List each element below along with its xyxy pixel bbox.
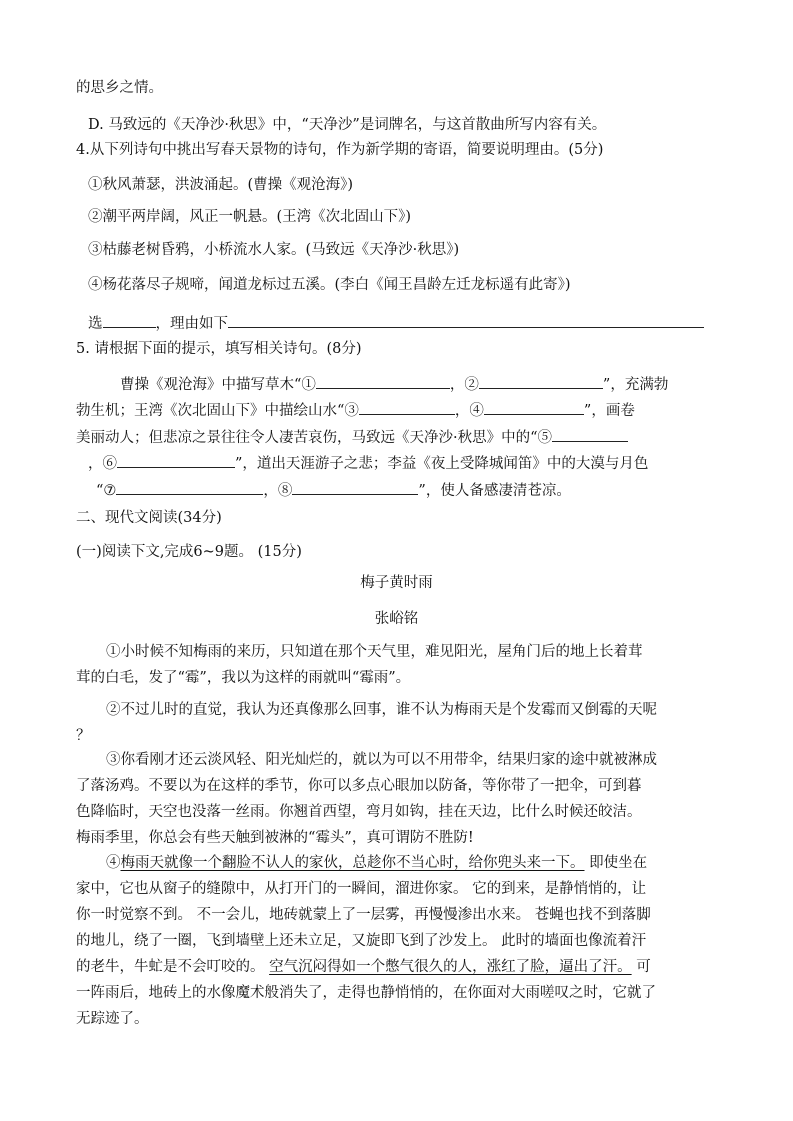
paragraph-1-line-2: 茸的白毛，发了“霉”，我以为这样的雨就叫“霉雨”。 [76,670,411,686]
q5-prompt: 5. 请根据下面的提示，填写相关诗句。(8分) [76,341,362,357]
fill-blank-1[interactable] [316,374,450,389]
q5-line-2 [76,400,635,421]
q4-item-1: ①秋风萧瑟，洪波涌起。(曹操《观沧海》) [88,177,354,193]
paragraph-text: 的老牛，牛虻是不会叮咬的。 [76,959,270,975]
paragraph-3-line-2: 了落汤鸡。不要以为在这样的季节，你可以多点心眼加以防备，等你带了一把伞，可到暮 [76,778,642,794]
q4-prompt: 4.从下列诗句中挑出写春天景物的诗句，作为新学期的寄语，简要说明理由。(5分) [76,142,604,158]
q3-line-a: 的思乡之情。 [76,80,163,96]
q4-select-blank[interactable] [103,313,156,328]
q5-text: 美丽动人；但悲凉之景往往令人凄苦哀伤，马致远《天净沙·秋思》中的“⑤ [76,430,553,446]
paragraph-2-line-2: ？ [76,728,91,744]
underlined-sentence-1: 梅雨天就像一个翻脸不认人的家伙，总趁你不当心时，给你兜头来一下。 [120,855,585,871]
q4-answer-reason-label: ，理由如下 [155,316,228,332]
paragraph-4-line-6: 一阵雨后，地砖上的水像魔术般消失了，走得也静悄悄的，在你面对大雨嗟叹之时，它就了 [76,985,656,1001]
q5-text: 曹操《观沧海》中描写草木“① [120,377,316,393]
fill-blank-3[interactable] [359,400,455,415]
fill-blank-4[interactable] [484,400,584,415]
q5-text: ”，使人备感凄清苍凉。 [418,483,571,499]
paragraph-3-line-4: 梅雨季里，你总会有些天触到被淋的“霉头”，真可谓防不胜防! [76,830,474,846]
paragraph-4-line-1 [106,853,647,873]
fill-blank-8[interactable] [292,480,418,495]
underlined-sentence-2: 空气沉闷得如一个憋气很久的人，涨红了脸，逼出了汗。 [269,959,632,975]
q5-text: ，⑧ [263,483,293,499]
q5-text: “⑦ [96,483,117,499]
q5-text: ”，画卷 [583,403,635,419]
paragraph-4-line-2: 家中，它也从窗子的缝隙中，从打开门的一瞬间，溜进你家。 它的到来，是静悄悄的，让 [76,881,647,897]
fill-blank-6[interactable] [117,453,235,468]
q5-line-3 [76,427,628,448]
paragraph-text: 可 [631,959,651,975]
q3-option-d: D. 马致远的《天净沙·秋思》中，“天净沙”是词牌名，与这首散曲所写内容有关。 [88,117,607,133]
q4-reason-blank[interactable] [228,313,704,328]
q4-answer-line [88,313,704,334]
paragraph-3-line-3: 色降临时，天空也没落一丝雨。你翘首西望，弯月如钩，挂在天边，比什么时候还皎洁。 [76,804,642,820]
q5-line-5 [96,480,571,501]
paragraph-text: 即使坐在 [584,855,648,871]
section-heading: 二、现代文阅读(34分) [76,510,222,526]
q4-item-2: ②潮平两岸阔，风正一帆悬。(王湾《次北固山下》) [88,209,412,225]
q5-text: ”，道出天涯游子之悲；李益《夜上受降城闻笛》中的大漠与月色 [235,456,649,472]
paragraph-4-line-4: 的地儿，绕了一圈，飞到墙壁上还未立足，又旋即飞到了沙发上。 此时的墙面也像流着汗 [76,933,647,949]
q5-text: ”，充满勃 [602,377,669,393]
fill-blank-7[interactable] [116,480,263,495]
paragraph-1-line-1: ①小时候不知梅雨的来历，只知道在那个天气里，难见阳光，屋角门后的地上长着茸 [106,644,643,660]
q5-text: ，⑥ [88,456,117,472]
paragraph-4-line-5 [76,957,651,977]
q5-text: ，② [449,377,479,393]
q5-line-4 [88,453,648,474]
paragraph-4-line-3: 你一时觉察不到。 不一会儿，地砖就蒙上了一层雾，再慢慢渗出水来。 苍蝇也找不到落脚 [76,907,651,923]
q4-answer-select-label: 选 [88,316,103,332]
fill-blank-2[interactable] [479,374,603,389]
paragraph-3-line-1: ③你看刚才还云淡风轻、阳光灿烂的，就以为可以不用带伞，结果归家的途中就被淋成 [106,752,657,768]
q4-item-4: ④杨花落尽子规啼，闻道龙标过五溪。(李白《闻王昌龄左迁龙标遥有此寄》) [88,277,571,293]
passage-title: 梅子黄时雨 [360,575,433,591]
paragraph-2-line-1: ②不过儿时的直觉，我认为还真像那么回事，谁不认为梅雨天是个发霉而又倒霉的天呢 [106,702,657,718]
q5-text: ，④ [454,403,484,419]
q5-text: 勃生机；王湾《次北固山下》中描绘山水“③ [76,403,359,419]
paragraph-number: ④ [106,855,121,871]
passage-author: 张峪铭 [374,611,419,627]
section-subheading: (一)阅读下文,完成6~9题。 (15分) [76,544,302,560]
paragraph-4-line-7: 无踪迹了。 [76,1011,149,1027]
q5-line-1 [120,374,668,395]
q4-item-3: ③枯藤老树昏鸦，小桥流水人家。(马致远《天净沙·秋思》) [88,242,460,258]
fill-blank-5[interactable] [552,427,628,442]
